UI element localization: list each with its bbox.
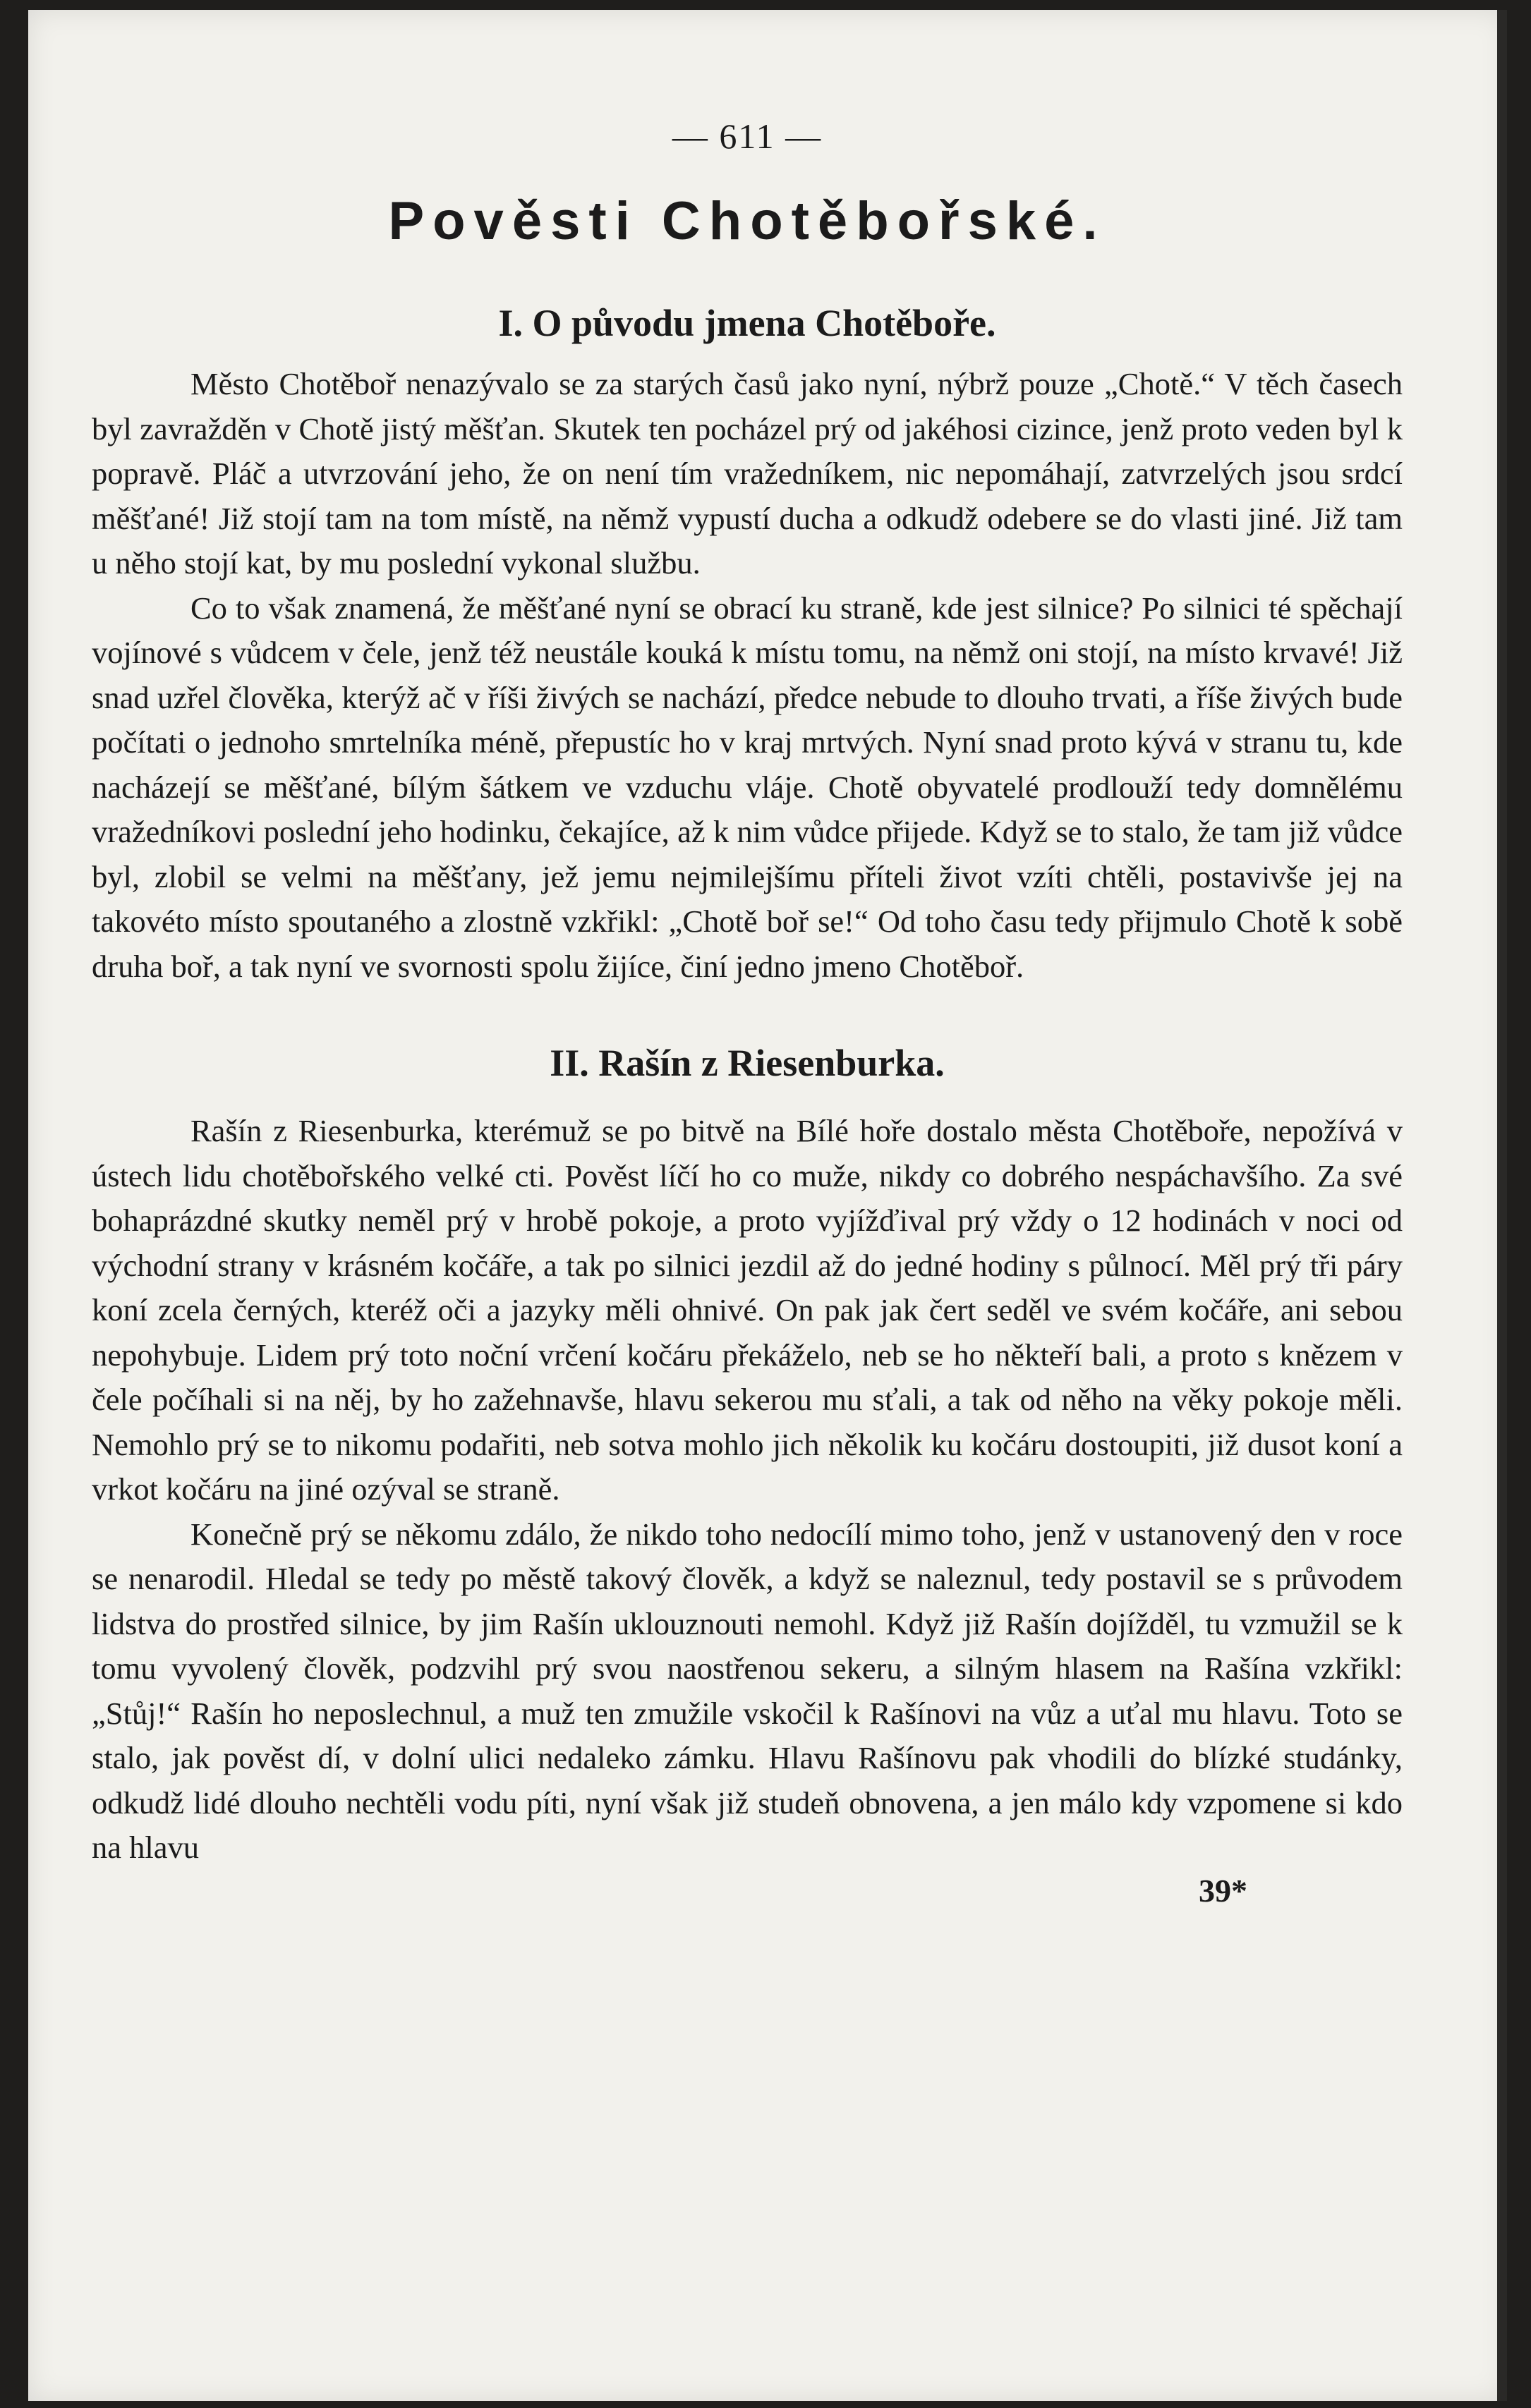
book-page xyxy=(28,10,1507,2401)
paragraph: Konečně prý se někomu zdálo, že nikdo toho nedocílí mimo toho, jenž v ustanovený den v roce se nenarodil. Hledal se tedy po městě takový člověk, a když se naleznul, tedy postavil se s průvodem lidstva do prostřed silnice, by jim Rašín uklouznouti nemohl. Když již Rašín dojížděl, tu vzmužil se k tomu vyvolený člověk, podzvihl prý svou naostřenou sekeru, a silným hlasem na Rašína vzkřikl: „Stůj!“ Rašín ho neposlechnul, a muž ten zmužile vskočil k Rašínovi na vůz a uťal mu hlavu. Toto se stalo, jak pověst dí, v dolní ulici nedaleko zámku. Hlavu Rašínovu pak vhodili do blízké studánky, odkudž lidé dlouho nechtěli vodu píti, nyní však již studeň obnovena, a jen málo kdy vzpomene si kdo na hlavu xyxy=(92,1516,1403,1865)
page-edge-shadow xyxy=(1497,10,1507,2401)
paragraph: Město Chotěboř nenazývalo se za starých časů jako nyní, nýbrž pouze „Chotě.“ V těch časech byl zavražděn v Chotě jistý měšťan. Skutek ten pocházel prý od jakéhosi cizince, jenž proto veden byl k popravě. Pláč a utvrzování jeho, že on není tím vražedníkem, nic nepomáhají, zatvrzelých jsou srdcí měšťané! Již stojí tam na tom místě, na němž vypustí ducha a odkudž odebere se do vlasti jiné. Již tam u něho stojí kat, by mu poslední vykonal službu. xyxy=(92,366,1403,580)
section-heading-2: II. Rašín z Riesenburka. xyxy=(550,1042,945,1084)
page-content xyxy=(92,116,1403,1909)
page-number: — 611 — xyxy=(672,116,823,156)
section-heading-1: I. O původu jmena Chotěboře. xyxy=(498,302,996,344)
paragraph: Rašín z Riesenburka, kterémuž se po bitvě na Bílé hoře dostalo města Chotěboře, nepožívá v ústech lidu chotěbořského velké cti. Pověst líčí ho co muže, nikdy co dobrého nespáchavšího. Za své bohaprázdné skutky neměl prý v hrobě pokoje, a proto vyjížďival prý vždy o 12 hodinách v noci od východní strany v krásném kočáře, a tak po silnici jezdil až do jedné hodiny s půlnocí. Měl prý tři páry koní zcela černých, kteréž oči a jazyky měli ohnivé. On pak jak čert seděl ve svém kočáře, ani sebou nepohybuje. Lidem prý toto noční vrčení kočáru překáželo, neb se ho někteří bali, a proto s knězem v čele počíhali si na něj, by ho zažehnavše, hlavu sekerou mu sťali, a tak od něho na věky pokoje měli. Nemohlo prý se to nikomu podařiti, neb sotva mohlo jich několik ku kočáru dostoupiti, již dusot koní a vrkot kočáru na jiné ozýval se straně. xyxy=(92,1113,1403,1507)
paragraph: Co to však znamená, že měšťané nyní se obrací ku straně, kde jest silnice? Po silnici té spěchají vojínové s vůdcem v čele, jenž též neustále kouká k místu tomu, na němž oni stojí, na místo krvavé! Již snad uzřel člověka, kterýž ač v říši živých se nachází, předce nebude to dlouho trvati, a říše živých bude počítati o jednoho smrtelníka méně, přepustíc ho v kraj mrtvých. Nyní snad proto kývá v stranu tu, kde nacházejí se měšťané, bílým šátkem ve vzduchu vláje. Chotě obyvatelé prodlouží tedy domnělému vražedníkovi poslední jeho hodinku, čekajíce, až k nim vůdce přijede. Když se to stalo, že tam již vůdce byl, zlobil se velmi na měšťany, jež jemu nejmilejšímu příteli život vzíti chtěli, postavivše jej na takovéto místo spoutaného a zlostně vzkřikl: „Chotě boř se!“ Od toho času tedy přijmulo Chotě k sobě druha boř, a tak nyní ve svornosti spolu žijíce, činí jedno jmeno Chotěboř. xyxy=(92,590,1403,984)
page-title: Pověsti Chotěbořské. xyxy=(388,191,1106,251)
signature-mark: 39* xyxy=(1199,1872,1247,1909)
